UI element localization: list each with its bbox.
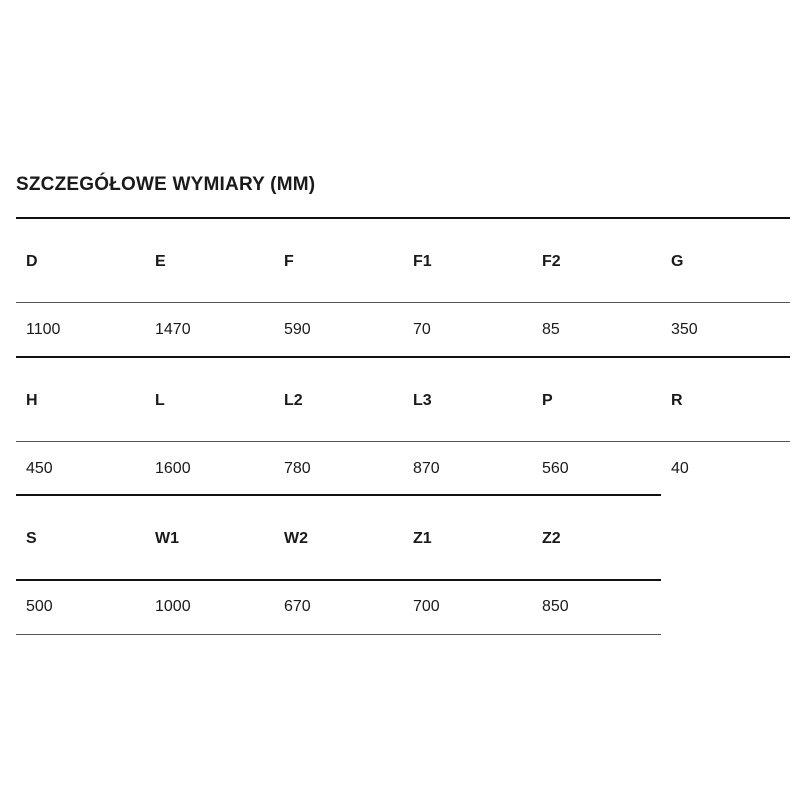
table-bottom-divider xyxy=(16,634,661,635)
dimension-header: Z2 xyxy=(542,530,561,547)
dimension-value: 1600 xyxy=(155,460,191,477)
dimension-header: W2 xyxy=(284,530,308,547)
dimension-header: R xyxy=(671,392,683,409)
dimension-header: G xyxy=(671,253,684,270)
dimension-header: F2 xyxy=(542,253,561,270)
dimension-header: F1 xyxy=(413,253,432,270)
dimension-value: 870 xyxy=(413,460,440,477)
dimension-header: L3 xyxy=(413,392,432,409)
dimension-value: 670 xyxy=(284,598,311,615)
dimension-header: D xyxy=(26,253,38,270)
dimension-header: H xyxy=(26,392,38,409)
dimension-header: L xyxy=(155,392,165,409)
dimension-value: 40 xyxy=(671,460,689,477)
dimension-header: S xyxy=(26,530,37,547)
dimension-value: 1000 xyxy=(155,598,191,615)
dimension-header: E xyxy=(155,253,166,270)
dimension-value: 350 xyxy=(671,321,698,338)
dimension-header: F xyxy=(284,253,294,270)
header-top-divider xyxy=(16,217,790,219)
dimension-value: 590 xyxy=(284,321,311,338)
header-top-divider xyxy=(16,494,661,496)
dimension-value: 1470 xyxy=(155,321,191,338)
dimension-value: 1100 xyxy=(26,321,61,338)
dimension-value: 780 xyxy=(284,460,311,477)
dimension-value: 450 xyxy=(26,460,53,477)
dimension-value: 500 xyxy=(26,598,53,615)
dimension-header: W1 xyxy=(155,530,179,547)
dimension-value: 850 xyxy=(542,598,569,615)
dimension-value: 700 xyxy=(413,598,440,615)
row-divider xyxy=(16,441,790,442)
row-divider xyxy=(16,579,661,581)
dimension-header: L2 xyxy=(284,392,303,409)
dimension-header: P xyxy=(542,392,553,409)
row-divider xyxy=(16,302,790,303)
dimension-value: 560 xyxy=(542,460,569,477)
section-title: SZCZEGÓŁOWE WYMIARY (MM) xyxy=(16,174,316,195)
dimension-value: 85 xyxy=(542,321,560,338)
dimension-value: 70 xyxy=(413,321,431,338)
dimension-header: Z1 xyxy=(413,530,432,547)
header-top-divider xyxy=(16,356,790,358)
